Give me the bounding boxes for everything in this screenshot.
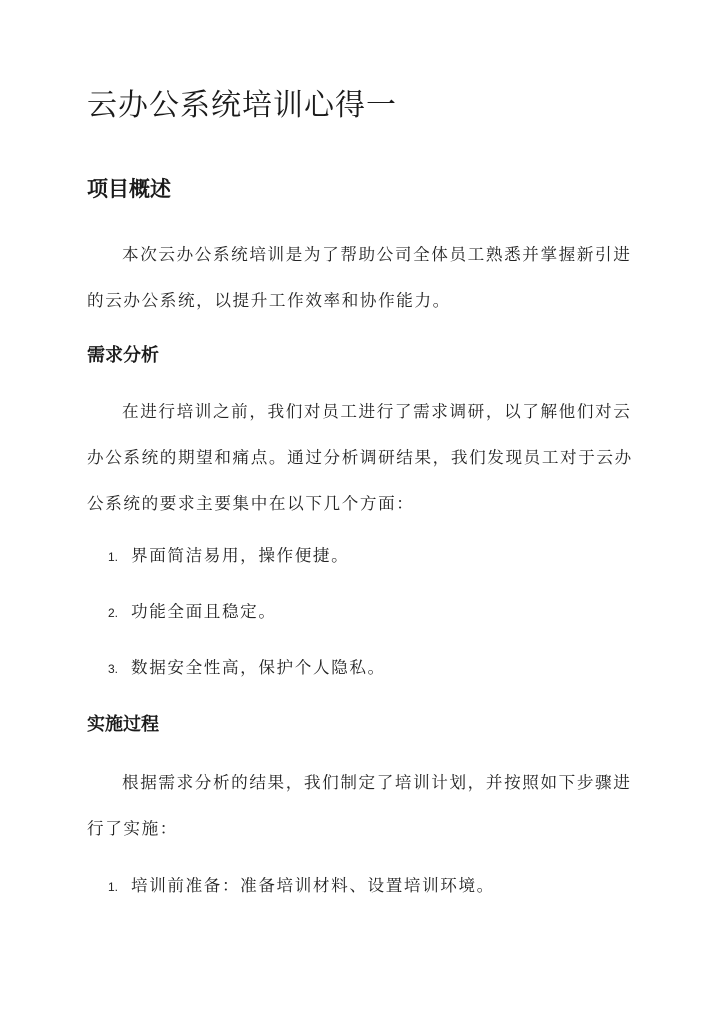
list-item-number: 1. <box>108 550 119 564</box>
list-item <box>108 544 349 569</box>
list-item-text: 数据安全性高，保护个人隐私。 <box>131 658 386 677</box>
section-heading-overview: 项目概述 <box>87 176 171 201</box>
list-item <box>108 656 386 681</box>
section-paragraph-overview: 本次云办公系统培训是为了帮助公司全体员工熟悉并掌握新引进的云办公系统，以提升工作效率和协作能力。 <box>87 245 632 310</box>
list-item-number: 3. <box>108 662 119 676</box>
list-item <box>108 600 277 625</box>
section-paragraph-requirements: 在进行培训之前，我们对员工进行了需求调研，以了解他们对云办公系统的期望和痛点。通过分析调研结果，我们发现员工对于云办公系统的要求主要集中在以下几个方面： <box>87 402 633 513</box>
list-item-number: 2. <box>108 606 119 620</box>
section-paragraph-implementation: 根据需求分析的结果，我们制定了培训计划，并按照如下步骤进行了实施： <box>87 773 632 838</box>
section-heading-implementation: 实施过程 <box>87 714 159 735</box>
list-item-text: 功能全面且稳定。 <box>131 602 277 621</box>
list-item <box>108 874 495 899</box>
document-title: 云办公系统培训心得一 <box>87 88 397 123</box>
section-heading-requirements: 需求分析 <box>87 345 159 366</box>
list-item-number: 1. <box>108 880 119 894</box>
list-item-text: 界面简洁易用，操作便捷。 <box>131 546 350 565</box>
list-item-text: 培训前准备：准备培训材料、设置培训环境。 <box>131 876 495 895</box>
